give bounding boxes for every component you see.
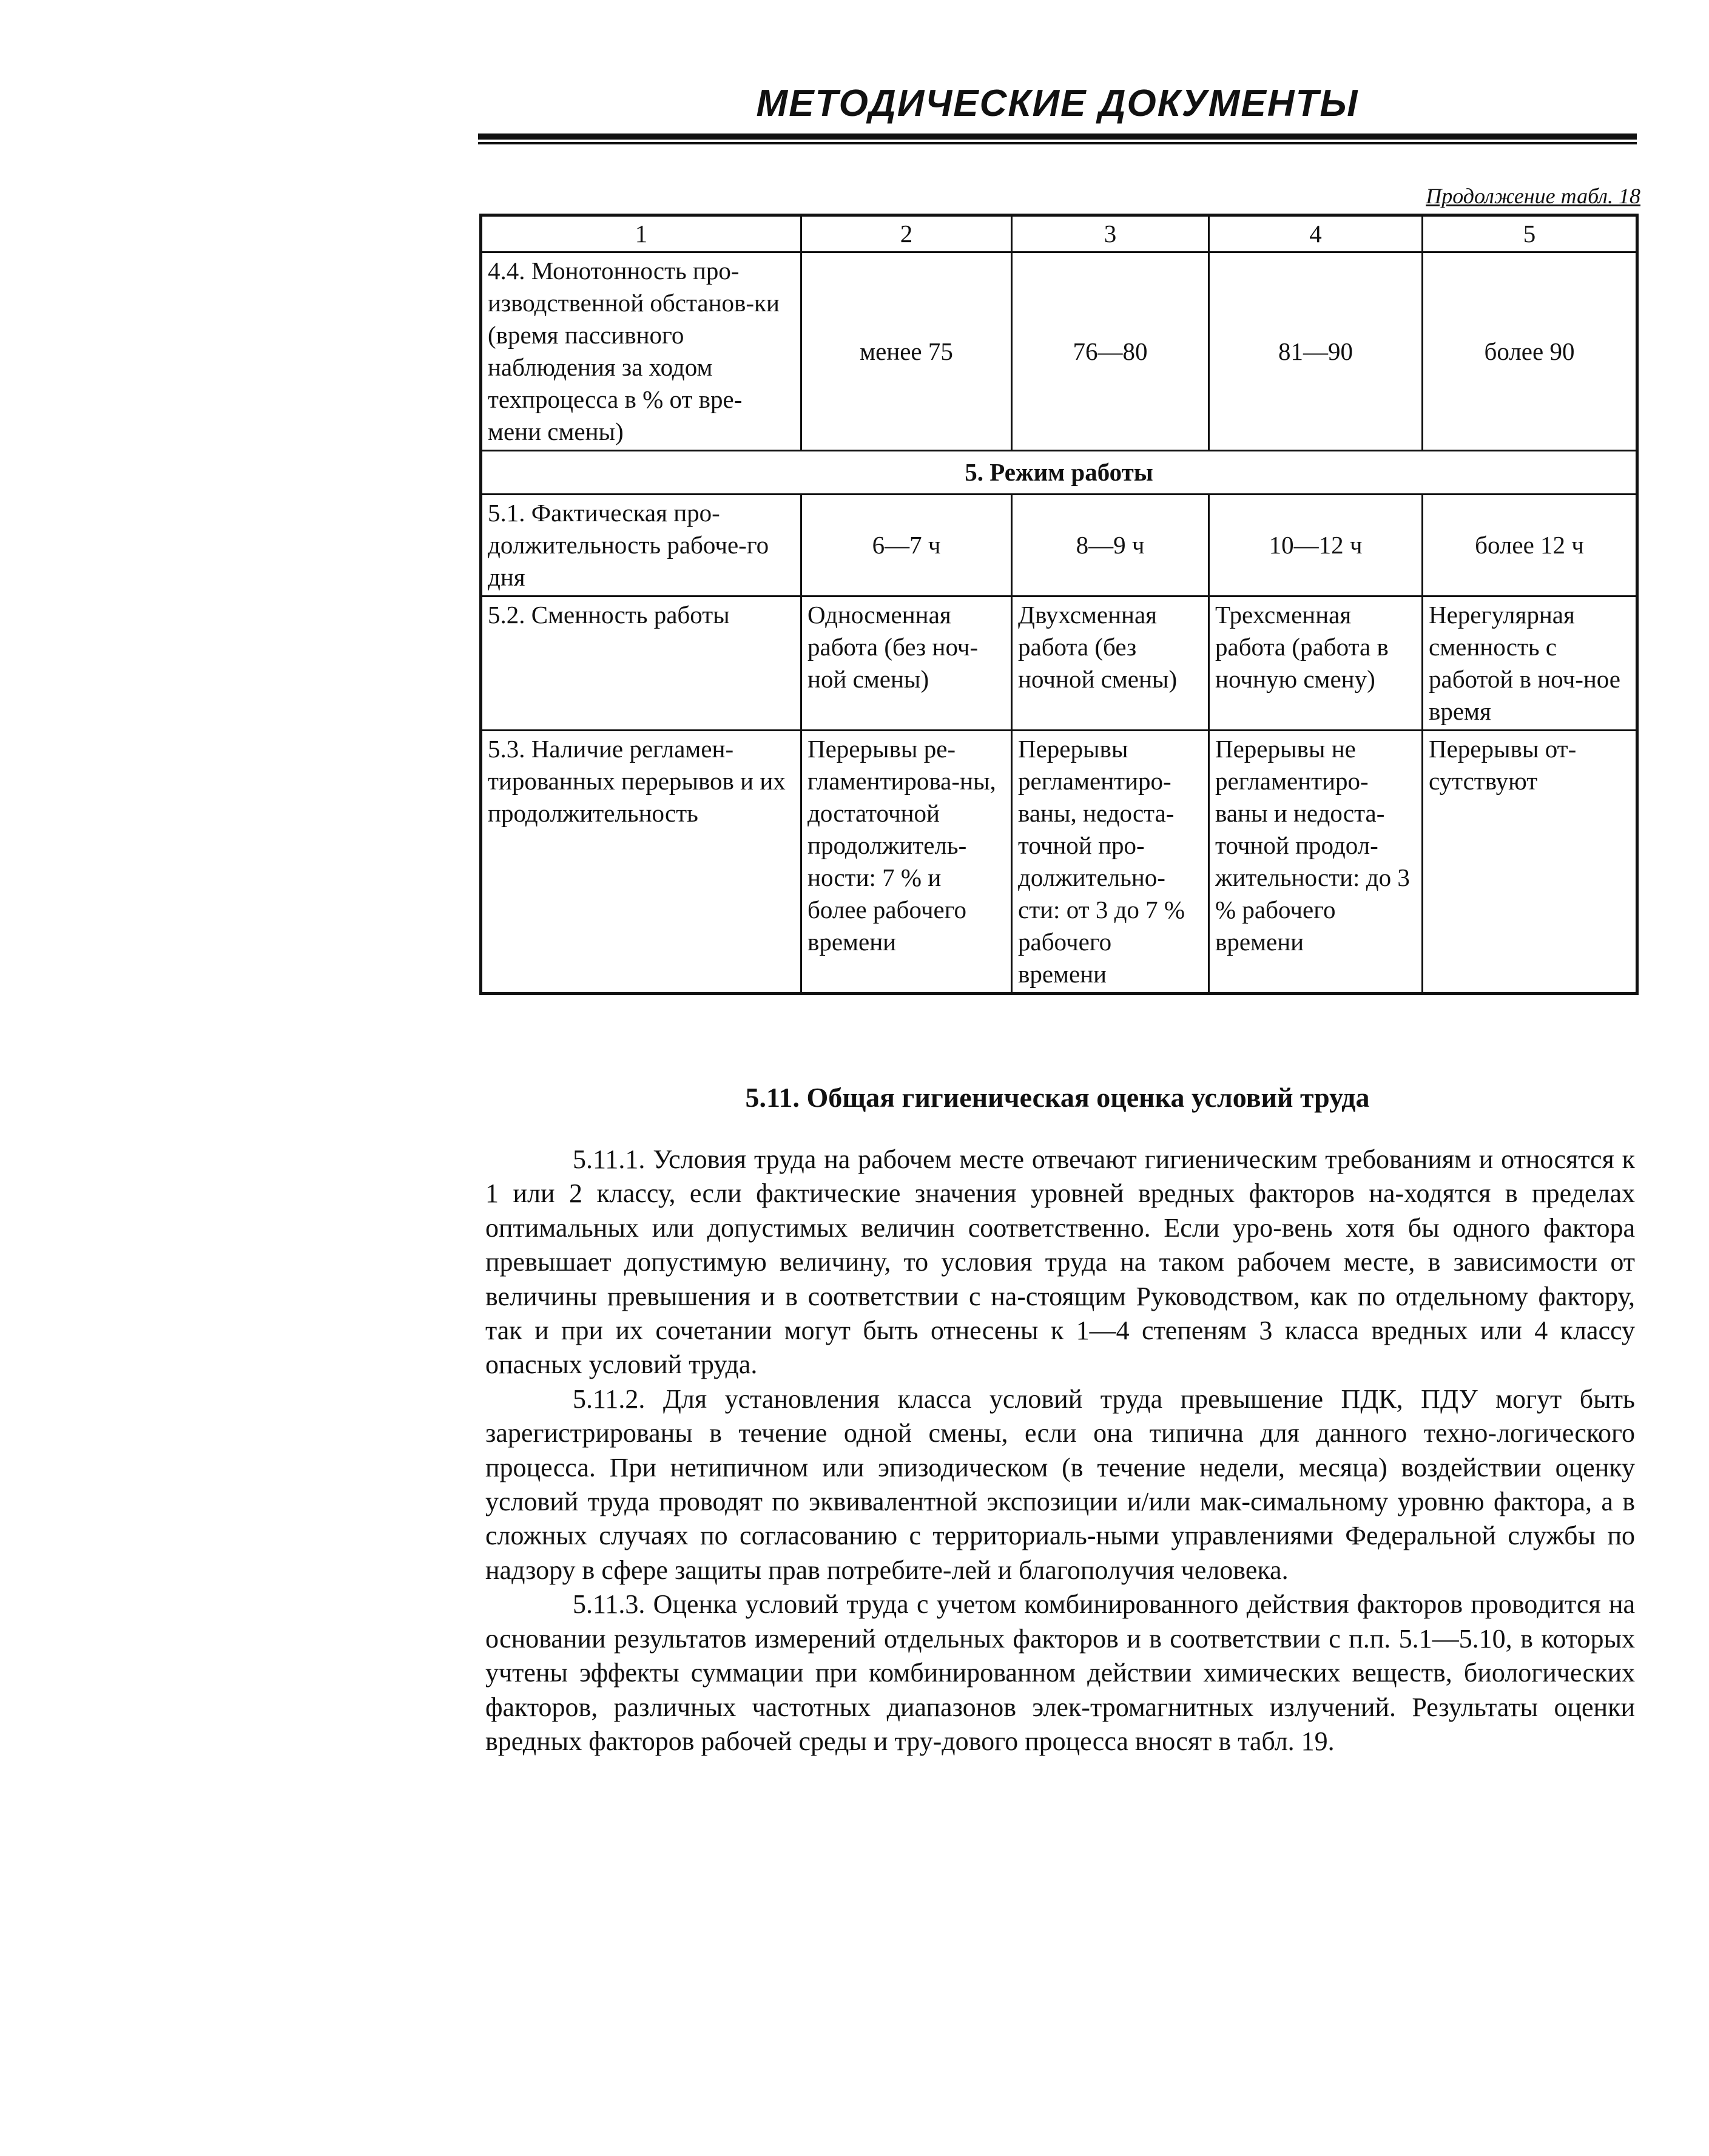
column-number-header: 3 <box>1012 215 1209 252</box>
table-header-row <box>481 215 1637 252</box>
table-row <box>481 731 1637 994</box>
column-number-header: 2 <box>801 215 1012 252</box>
body-paragraph: 5.11.2. Для установления класса условий труда превышение ПДК, ПДУ могут быть зарегистрированы в течение одной смены, если она типична для данного техно-логического процесса. При нетипичном или эпизодическом (в течение недели, месяца) воздействии оценку условий труда проводят по эквивалентной экспозиции и/или мак-симальному уровню фактора, а в сложных случаях по согласованию с территориаль-ными управлениями Федеральной службы по надзору в сфере защиты прав потребите-лей и благополучия человека. <box>485 1384 1635 1585</box>
value-cell: 81—90 <box>1209 252 1423 451</box>
value-cell: 6—7 ч <box>801 495 1012 596</box>
value-cell: Перерывы от-сутствуют <box>1423 731 1637 994</box>
value-cell: Перерывы ре-гламентирова-ны, достаточной продолжитель-ности: 7 % и более рабочего времени <box>801 731 1012 994</box>
table-continuation-caption: Продолжение табл. 18 <box>1426 184 1640 208</box>
value-cell: Трехсменная работа (работа в ночную смену) <box>1209 596 1423 731</box>
value-cell: 10—12 ч <box>1209 495 1423 596</box>
value-cell: Односменная работа (без ноч-ной смены) <box>801 596 1012 731</box>
header-double-rule <box>478 133 1637 144</box>
table-row <box>481 252 1637 451</box>
value-cell: менее 75 <box>801 252 1012 451</box>
factor-cell: 5.3. Наличие регламен-тированных перерывов и их продолжительность <box>481 731 801 994</box>
table-row <box>481 596 1637 731</box>
table-section-row <box>481 451 1637 495</box>
value-cell: Двухсменная работа (без ночной смены) <box>1012 596 1209 731</box>
factor-cell: 5.2. Сменность работы <box>481 596 801 731</box>
value-cell: 8—9 ч <box>1012 495 1209 596</box>
body-paragraph: 5.11.1. Условия труда на рабочем месте отвечают гигиеническим требованиям и относятся к 1 или 2 классу, если фактические значения уровней вредных факторов на-ходятся в пределах оптимальных или допустимых величин соответственно. Если уро-вень хотя бы одного фактора превышает допустимую величину, то условия труда на таком рабочем месте, в зависимости от величины превышения и в соответствии с на-стоящим Руководством, как по отдельному фактору, так и при их сочетании могут быть отнесены к 1—4 степеням 3 класса вредных или 4 классу опасных условий труда. <box>485 1144 1635 1380</box>
working-conditions-table <box>479 214 1639 995</box>
value-cell: более 90 <box>1423 252 1637 451</box>
body-paragraph: 5.11.3. Оценка условий труда с учетом комбинированного действия факторов проводится на основании результатов измерений отдельных факторов и в соответствии с п.п. 5.1—5.10, в которых учтены эффекты суммации при комбинированном действии химических веществ, биологических факторов, различных частотных диапазонов элек-тромагнитных излучений. Результаты оценки вредных факторов рабочей среды и тру-дового процесса вносят в табл. 19. <box>485 1589 1635 1756</box>
column-number-header: 4 <box>1209 215 1423 252</box>
section-body <box>485 1143 1635 1759</box>
factor-cell: 4.4. Монотонность про-изводственной обстанов-ки (время пассивного наблюдения за ходом техпроцесса в % от вре-мени смены) <box>481 252 801 451</box>
table-row <box>481 495 1637 596</box>
table-section-heading: 5. Режим работы <box>481 451 1637 495</box>
factor-cell: 5.1. Фактическая про-должительность рабоче-го дня <box>481 495 801 596</box>
value-cell: Перерывы не регламентиро-ваны и недоста-точной продол-жительности: до 3 % рабочего времени <box>1209 731 1423 994</box>
value-cell: Перерывы регламентиро-ваны, недоста-точной про-должительно-сти: от 3 до 7 % рабочего времени <box>1012 731 1209 994</box>
section-title: 5.11. Общая гигиеническая оценка условий труда <box>745 1082 1370 1113</box>
column-number-header: 5 <box>1423 215 1637 252</box>
running-head-title: МЕТОДИЧЕСКИЕ ДОКУМЕНТЫ <box>756 83 1359 124</box>
value-cell: более 12 ч <box>1423 495 1637 596</box>
column-number-header: 1 <box>481 215 801 252</box>
value-cell: 76—80 <box>1012 252 1209 451</box>
value-cell: Нерегулярная сменность с работой в ноч-ное время <box>1423 596 1637 731</box>
